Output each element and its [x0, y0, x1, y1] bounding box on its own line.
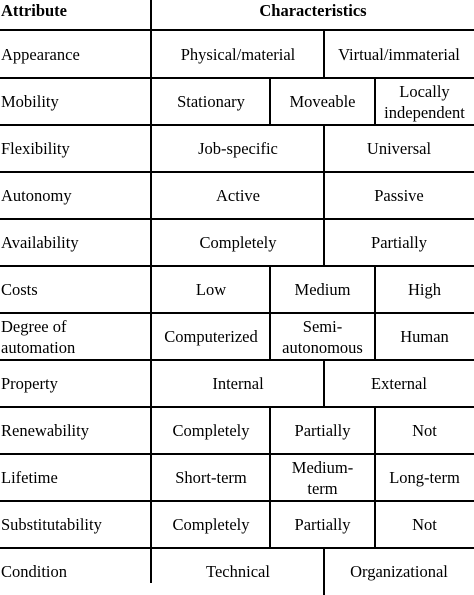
table-row: [0, 172, 474, 219]
characteristic-cell: Medium- term: [291, 457, 354, 498]
characteristic-cell: Not: [412, 421, 437, 440]
row-divider: [0, 77, 474, 79]
row-divider: [0, 359, 474, 361]
characteristic-cell: Completely: [172, 515, 250, 534]
cell-divider: [323, 172, 325, 219]
characteristic-cell: Partially: [294, 421, 351, 440]
attribute-cell: Autonomy: [1, 186, 72, 205]
attribute-cell: Property: [1, 374, 58, 393]
cell-divider: [269, 501, 271, 548]
header-characteristics: Characteristics: [259, 1, 367, 20]
characteristic-cell: Completely: [199, 233, 277, 252]
table-row: [0, 407, 474, 454]
table-row: [0, 313, 474, 360]
characteristic-cell: External: [371, 374, 427, 393]
characteristic-cell: Virtual/immaterial: [338, 45, 460, 64]
table-row: [0, 501, 474, 548]
table-row: [0, 266, 474, 313]
table-row: [0, 454, 474, 501]
cell-divider: [374, 313, 376, 360]
attribute-cell: Availability: [1, 233, 79, 252]
characteristic-cell: Passive: [374, 186, 424, 205]
characteristic-cell: Technical: [206, 562, 270, 581]
row-divider: [0, 547, 474, 549]
attribute-cell: Substitutability: [1, 515, 102, 534]
characteristic-cell: Active: [216, 186, 260, 205]
characteristic-cell: Moveable: [289, 92, 356, 111]
characteristic-cell: Short-term: [175, 468, 247, 487]
characteristic-cell: Human: [400, 327, 449, 346]
attribute-cell: Lifetime: [1, 468, 58, 487]
table-row: [0, 219, 474, 266]
characteristic-cell: Completely: [172, 421, 250, 440]
row-divider: [0, 124, 474, 126]
characteristic-cell: Locally independent: [384, 81, 465, 122]
characteristic-cell: Low: [195, 280, 227, 299]
cell-divider: [374, 266, 376, 313]
header-row: [0, 0, 474, 30]
characteristic-cell: Semi- autonomous: [282, 316, 363, 357]
cell-divider: [323, 125, 325, 172]
cell-divider: [323, 360, 325, 407]
row-divider: [0, 265, 474, 267]
table-row: [0, 360, 474, 407]
table-row: [0, 125, 474, 172]
row-divider: [0, 406, 474, 408]
cell-divider: [323, 31, 325, 78]
characteristic-cell: Not: [412, 515, 437, 534]
attribute-cell: Appearance: [1, 45, 80, 64]
row-divider: [0, 453, 474, 455]
characteristic-cell: Stationary: [177, 92, 245, 111]
characteristic-cell: Partially: [371, 233, 427, 252]
header-divider: [0, 29, 474, 31]
characteristic-cell: Physical/material: [180, 45, 296, 64]
attribute-cell: Mobility: [1, 92, 59, 111]
attribute-cell: Degree of automation: [1, 316, 76, 357]
characteristic-cell: Organizational: [350, 562, 448, 581]
cell-divider: [269, 454, 271, 501]
row-divider: [0, 500, 474, 502]
characteristic-cell: Medium: [294, 280, 351, 299]
characteristic-cell: Long-term: [389, 468, 460, 487]
cell-divider: [269, 407, 271, 454]
characteristic-cell: Computerized: [164, 327, 258, 346]
cell-divider: [374, 454, 376, 501]
characteristic-cell: Internal: [212, 374, 264, 393]
cell-divider: [269, 313, 271, 360]
attribute-column-divider: [150, 0, 152, 583]
characteristic-cell: High: [408, 280, 441, 299]
attribute-cell: Condition: [1, 562, 68, 581]
row-divider: [0, 312, 474, 314]
cell-divider: [269, 266, 271, 313]
attribute-cell: Costs: [1, 280, 38, 299]
row-divider: [0, 218, 474, 220]
characteristic-cell: Partially: [294, 515, 351, 534]
cell-divider: [269, 78, 271, 125]
cell-divider: [374, 501, 376, 548]
cell-divider: [323, 548, 325, 595]
attribute-cell: Renewability: [1, 421, 89, 440]
characteristic-cell: Job-specific: [198, 139, 278, 158]
cell-divider: [374, 78, 376, 125]
cell-divider: [374, 407, 376, 454]
cell-divider: [323, 219, 325, 266]
table-row: [0, 548, 474, 595]
table-row: [0, 78, 474, 125]
header-attribute: Attribute: [1, 1, 67, 20]
row-divider: [0, 171, 474, 173]
characteristic-cell: Universal: [366, 139, 432, 158]
attribute-cell: Flexibility: [1, 139, 70, 158]
table-row: [0, 31, 474, 78]
